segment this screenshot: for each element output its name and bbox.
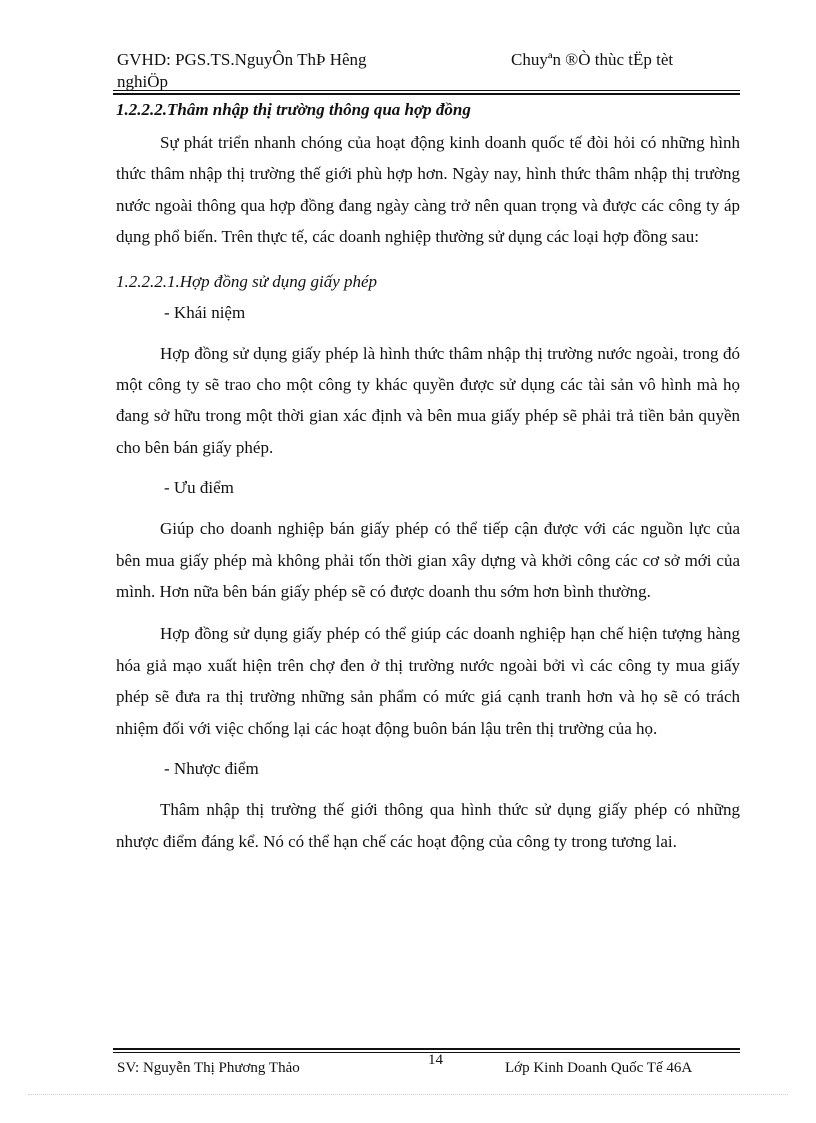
advantage-label: - Ưu điểm — [164, 478, 234, 498]
intro-paragraph: Sự phát triển nhanh chóng của hoạt động kinh doanh quốc tế đòi hỏi có những hình thức thâm nhập thị trường thế giới phù hợp hơn. Ngày nay, hình thức thâm nhập thị trường nước ngoài thông qua hợp đồng đang ngày càng trở nên quan trọng và được các công ty áp dụng phổ biến. Trên thực tế, các doanh nghiệp thường sử dụng các loại hợp đồng sau: — [116, 133, 740, 247]
disadvantage-paragraph: Thâm nhập thị trường thế giới thông qua hình thức sử dụng giấy phép có những nhược điểm đáng kể. Nó có thể hạn chế các hoạt động của công ty trong tương lai. — [116, 800, 740, 851]
subsection-heading: 1.2.2.2.1.Hợp đồng sử dụng giấy phép — [116, 271, 378, 291]
header-advisor: GVHD: PGS.TS.NguyÔn ThÞ Hêng nghiÖp — [117, 50, 367, 91]
footer-student: SV: Nguyễn Thị Phương Thảo — [117, 1060, 300, 1076]
footer-rule-thin — [113, 1052, 740, 1053]
advantage-paragraph-1: Giúp cho doanh nghiệp bán giấy phép có thể tiếp cận được với các nguồn lực của bên mua giấy phép mà không phải tốn thời gian xây dựng và khởi công các cơ sở mới của mình. Hơn nữa bên bán giấy phép sẽ có được doanh thu sớm hơn bình thường. — [116, 519, 740, 602]
header-rule-thick — [113, 93, 740, 95]
page-edge-dots — [28, 1094, 788, 1095]
page-body — [116, 96, 740, 857]
page-number: 14 — [428, 1052, 443, 1068]
concept-paragraph: Hợp đồng sử dụng giấy phép là hình thức thâm nhập thị trường nước ngoài, trong đó một công ty sẽ trao cho một công ty khác quyền được sử dụng các tài sản vô hình mà họ đang sở hữu trong một thời gian xác định và bên mua giấy phép sẽ phải trả tiền bản quyền cho bên bán giấy phép. — [116, 343, 740, 457]
section-heading: 1.2.2.2.Thâm nhập thị trường thông qua hợp đồng — [116, 100, 471, 119]
header-rule-thin — [113, 90, 740, 91]
concept-label: - Khái niệm — [164, 302, 246, 322]
disadvantage-label: - Nhược điểm — [164, 759, 259, 779]
header-title: Chuyªn ®Ò thùc tËp tèt — [511, 50, 674, 69]
advantage-paragraph-2: Hợp đồng sử dụng giấy phép có thể giúp các doanh nghiệp hạn chế hiện tượng hàng hóa giả mạo xuất hiện trên chợ đen ở thị trường nước ngoài bởi vì các công ty mua giấy phép sẽ đưa ra thị trường những sản phẩm có mức giá cạnh tranh hơn và họ sẽ có trách nhiệm đối với việc chống lại các hoạt động buôn bán lậu trên thị trường của họ. — [116, 624, 740, 738]
footer-rule-thick — [113, 1048, 740, 1050]
footer-class: Lớp Kinh Doanh Quốc Tế 46A — [505, 1060, 693, 1076]
